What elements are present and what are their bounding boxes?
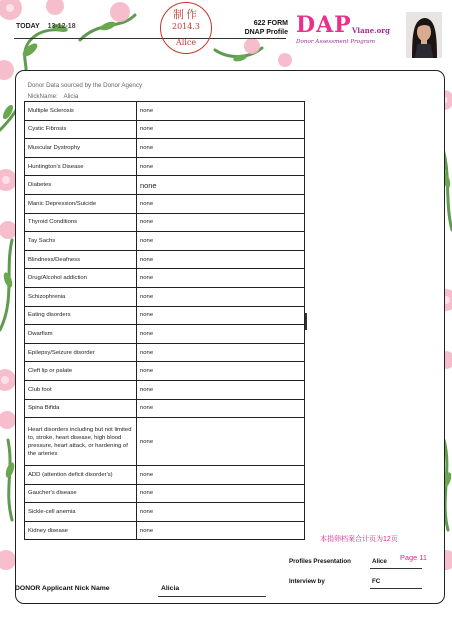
form-code: 622 FORM bbox=[253, 20, 288, 27]
table-row bbox=[25, 380, 305, 399]
condition-cell: Cleft lip or palate bbox=[25, 362, 137, 381]
value-cell: none bbox=[137, 194, 305, 213]
condition-cell: Muscular Dystrophy bbox=[25, 139, 137, 158]
page-number: Page 11 bbox=[400, 553, 427, 562]
value-cell: none bbox=[137, 250, 305, 269]
table-row bbox=[25, 521, 305, 540]
table-row bbox=[25, 120, 305, 139]
table-row bbox=[25, 213, 305, 232]
presentation-underline bbox=[370, 568, 422, 569]
page-count-note: 本捐卵档案合计页为12页 bbox=[320, 536, 398, 543]
value-cell: none bbox=[137, 287, 305, 306]
donor-nickname-underline bbox=[158, 596, 266, 597]
value-cell: none bbox=[137, 466, 305, 485]
donor-nickname-value: Alicia bbox=[161, 585, 180, 592]
interview-value: FC bbox=[372, 578, 381, 585]
donor-nickname-label: DONOR Applicant Nick Name bbox=[15, 585, 110, 592]
stamp-line-1: 制作 bbox=[173, 8, 199, 21]
table-row bbox=[25, 503, 305, 522]
condition-cell: ADD (attention deficit disorder's) bbox=[25, 466, 137, 485]
presentation-value: Alice bbox=[372, 558, 387, 565]
condition-cell: Gaucher's disease bbox=[25, 484, 137, 503]
condition-cell: Club foot bbox=[25, 380, 137, 399]
condition-cell: Thyroid Conditions bbox=[25, 213, 137, 232]
condition-cell: Dwarfism bbox=[25, 325, 137, 344]
logo-suffix: Vlane.org bbox=[352, 26, 390, 35]
table-row bbox=[25, 250, 305, 269]
stamp-line-2: 2014.3 bbox=[172, 22, 200, 31]
interview-label: Interview by bbox=[289, 578, 325, 585]
table-row bbox=[25, 102, 305, 121]
header-underline bbox=[14, 38, 286, 39]
value-cell: none bbox=[137, 399, 305, 418]
value-cell: none bbox=[137, 176, 305, 195]
condition-cell: Heart disorders including but not limited to, stroke, heart disease, high blood pressure, heart attack, or hardening of the arteries bbox=[25, 418, 137, 466]
table-nickname-row bbox=[25, 91, 305, 102]
value-cell: none bbox=[137, 269, 305, 288]
dap-logo bbox=[296, 12, 400, 46]
condition-cell: Eating disorders bbox=[25, 306, 137, 325]
table-row bbox=[25, 287, 305, 306]
today-row bbox=[16, 23, 76, 30]
condition-cell: Epilepsy/Seizure disorder bbox=[25, 343, 137, 362]
seal-stamp bbox=[160, 2, 212, 54]
table-row bbox=[25, 399, 305, 418]
value-cell: none bbox=[137, 484, 305, 503]
value-cell: none bbox=[137, 521, 305, 540]
value-cell: none bbox=[137, 325, 305, 344]
condition-cell: Kidney disease bbox=[25, 521, 137, 540]
logo-main: DAP bbox=[296, 12, 352, 38]
nickname-value: Alicia bbox=[63, 92, 79, 100]
condition-cell: Blindness/Deafness bbox=[25, 250, 137, 269]
value-cell: none bbox=[137, 503, 305, 522]
value-cell: none bbox=[137, 232, 305, 251]
table-row bbox=[25, 418, 305, 466]
table-row bbox=[25, 157, 305, 176]
today-label: TODAY bbox=[16, 23, 40, 30]
table-row bbox=[25, 194, 305, 213]
condition-cell: Multiple Sclerosis bbox=[25, 102, 137, 121]
value-cell: none bbox=[137, 139, 305, 158]
table-row bbox=[25, 176, 305, 195]
today-date: 13-12-18 bbox=[47, 23, 76, 30]
form-title bbox=[232, 19, 288, 37]
value-cell: none bbox=[137, 380, 305, 399]
nickname-label: NickName: bbox=[27, 92, 58, 100]
form-name: DNAP Profile bbox=[244, 29, 288, 36]
avatar bbox=[406, 12, 442, 58]
scrollbar-handle[interactable] bbox=[305, 313, 307, 330]
table-row bbox=[25, 484, 305, 503]
condition-cell: Diabetes bbox=[25, 176, 137, 195]
condition-cell: Drug/Alcohol addiction bbox=[25, 269, 137, 288]
donor-medical-table bbox=[24, 79, 305, 540]
condition-cell: Schizophrenia bbox=[25, 287, 137, 306]
condition-cell: Huntington's Disease bbox=[25, 157, 137, 176]
table-row bbox=[25, 232, 305, 251]
table-title: Donor Data sourced by the Donor Agency bbox=[27, 81, 143, 89]
table-row bbox=[25, 139, 305, 158]
condition-cell: Cystic Fibrosis bbox=[25, 120, 137, 139]
interview-underline bbox=[370, 588, 422, 589]
logo-tagline: Donor Assessment Program bbox=[296, 39, 376, 45]
table-row bbox=[25, 325, 305, 344]
value-cell: none bbox=[137, 213, 305, 232]
table-row bbox=[25, 466, 305, 485]
value-cell: none bbox=[137, 306, 305, 325]
value-cell: none bbox=[137, 343, 305, 362]
table-title-row bbox=[25, 79, 305, 91]
avatar-photo bbox=[406, 12, 442, 58]
table-row bbox=[25, 362, 305, 381]
value-cell: none bbox=[137, 120, 305, 139]
value-cell: none bbox=[137, 102, 305, 121]
condition-cell: Tay Sachs bbox=[25, 232, 137, 251]
table-row bbox=[25, 269, 305, 288]
table-row bbox=[25, 343, 305, 362]
value-cell: none bbox=[137, 418, 305, 466]
stamp-line-3: Alice bbox=[175, 38, 197, 47]
value-cell: none bbox=[137, 157, 305, 176]
presentation-label: Profiles Presentation bbox=[289, 558, 351, 565]
condition-cell: Spina Bifida bbox=[25, 399, 137, 418]
condition-cell: Manic Depression/Suicide bbox=[25, 194, 137, 213]
value-cell: none bbox=[137, 362, 305, 381]
table-row bbox=[25, 306, 305, 325]
condition-cell: Sickle-cell anemia bbox=[25, 503, 137, 522]
